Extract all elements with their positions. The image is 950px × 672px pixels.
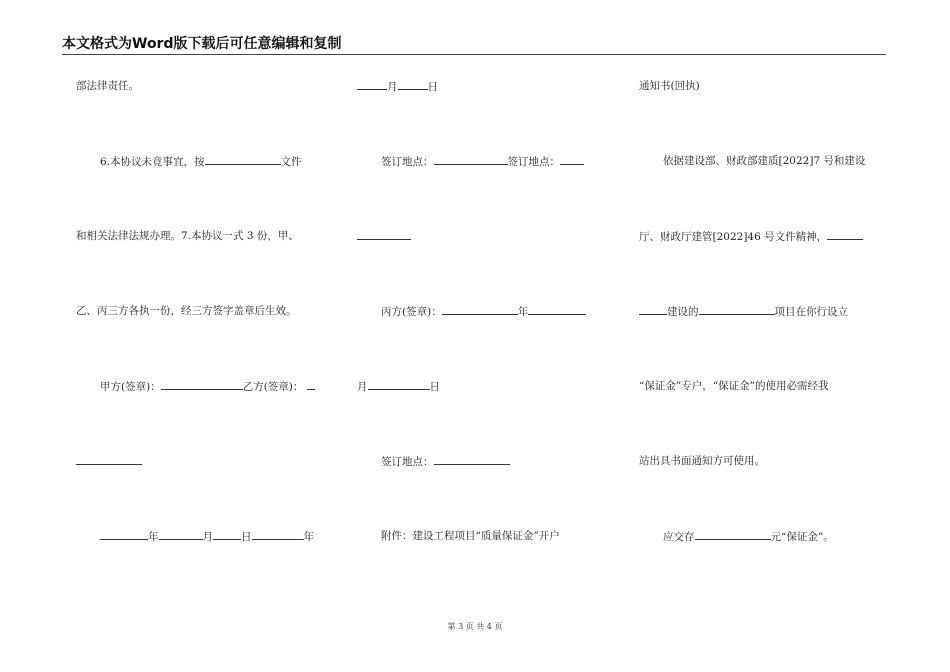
text-segment: 通知书(回执) — [639, 80, 700, 92]
blank-underline — [205, 153, 281, 165]
blank-underline — [161, 378, 243, 390]
header-divider — [62, 54, 886, 55]
text-line — [76, 453, 326, 469]
text-segment: 乙方(签章)： — [242, 381, 304, 393]
text-segment: 年 — [148, 531, 159, 543]
text-line — [639, 453, 889, 469]
blank-underline — [357, 228, 411, 240]
text-segment: 丙方(签章)： — [381, 306, 442, 318]
blank-underline — [398, 78, 428, 90]
blank-underline — [699, 303, 775, 315]
blank-underline — [368, 378, 430, 390]
blank-underline — [252, 528, 304, 540]
blank-underline — [159, 528, 203, 540]
text-line — [639, 528, 889, 544]
text-segment: 签订地点： — [507, 156, 560, 168]
text-line — [357, 228, 607, 244]
text-line — [357, 528, 607, 544]
text-segment: 部法律责任。 — [76, 80, 139, 92]
text-segment: 日 — [427, 81, 438, 93]
text-segment: 依据建设部、财政部建质[2022]7 号和建设 — [663, 155, 866, 167]
text-segment: 乙、丙三方各执一份，经三方签字盖章后生效。 — [76, 305, 297, 317]
text-line — [357, 453, 607, 469]
text-segment: 建设的 — [667, 306, 699, 318]
text-line — [639, 303, 889, 319]
text-line — [357, 378, 607, 394]
text-segment: 日 — [241, 531, 252, 543]
blank-underline — [695, 528, 771, 540]
text-segment: 6.本协议未竟事宜，按 — [100, 156, 205, 168]
text-segment: 应交存 — [663, 531, 695, 543]
text-segment: 月 — [202, 531, 213, 543]
text-segment: 月 — [387, 81, 398, 93]
text-segment: 签订地点： — [381, 456, 434, 468]
blank-underline — [827, 228, 863, 240]
text-segment: 文件 — [280, 156, 302, 168]
text-line — [639, 153, 889, 169]
blank-underline — [434, 153, 508, 165]
text-segment: 附件：建设工程项目“质量保证金”开户 — [381, 530, 560, 542]
blank-underline — [307, 378, 315, 390]
text-segment: 月 — [357, 381, 368, 393]
text-segment: 甲方(签章)： — [100, 381, 161, 393]
text-segment: 和相关法律法规办理。7.本协议一式 3 份，甲、 — [76, 230, 299, 242]
text-line — [76, 153, 326, 169]
text-line — [639, 78, 889, 94]
blank-underline — [442, 303, 518, 315]
text-line — [357, 78, 607, 94]
blank-underline — [76, 453, 142, 465]
blank-underline — [528, 303, 586, 315]
text-segment: 厅、财政厅建管[2022]46 号文件精神， — [639, 231, 828, 243]
text-line — [76, 528, 326, 544]
text-line — [76, 228, 326, 244]
text-line — [76, 78, 326, 94]
blank-underline — [100, 528, 148, 540]
page-number: 第 3 页 共 4 页 — [447, 622, 503, 631]
text-line — [357, 303, 607, 319]
text-segment: 元“保证金”。 — [770, 531, 834, 543]
column-1 — [76, 60, 326, 620]
column-3 — [639, 60, 889, 620]
text-line — [76, 303, 326, 319]
blank-underline — [639, 303, 667, 315]
text-segment: 年 — [303, 531, 314, 543]
text-segment: 年 — [517, 306, 529, 318]
text-segment: 项目在你行设立 — [774, 306, 848, 318]
text-line — [639, 228, 889, 244]
text-line — [76, 378, 326, 394]
blank-underline — [357, 78, 387, 90]
text-line — [639, 378, 889, 394]
text-segment: 日 — [429, 381, 440, 393]
blank-underline — [560, 153, 584, 165]
text-segment: 签订地点： — [381, 156, 434, 168]
text-segment: “保证金”专户，“保证金”的使用必需经我 — [639, 380, 829, 392]
text-segment: 站出具书面通知方可使用。 — [639, 455, 765, 467]
text-line — [357, 153, 607, 169]
document-header: 本文格式为Word版下载后可任意编辑和复制 — [62, 36, 342, 52]
blank-underline — [434, 453, 510, 465]
column-2 — [357, 60, 607, 620]
blank-underline — [213, 528, 241, 540]
